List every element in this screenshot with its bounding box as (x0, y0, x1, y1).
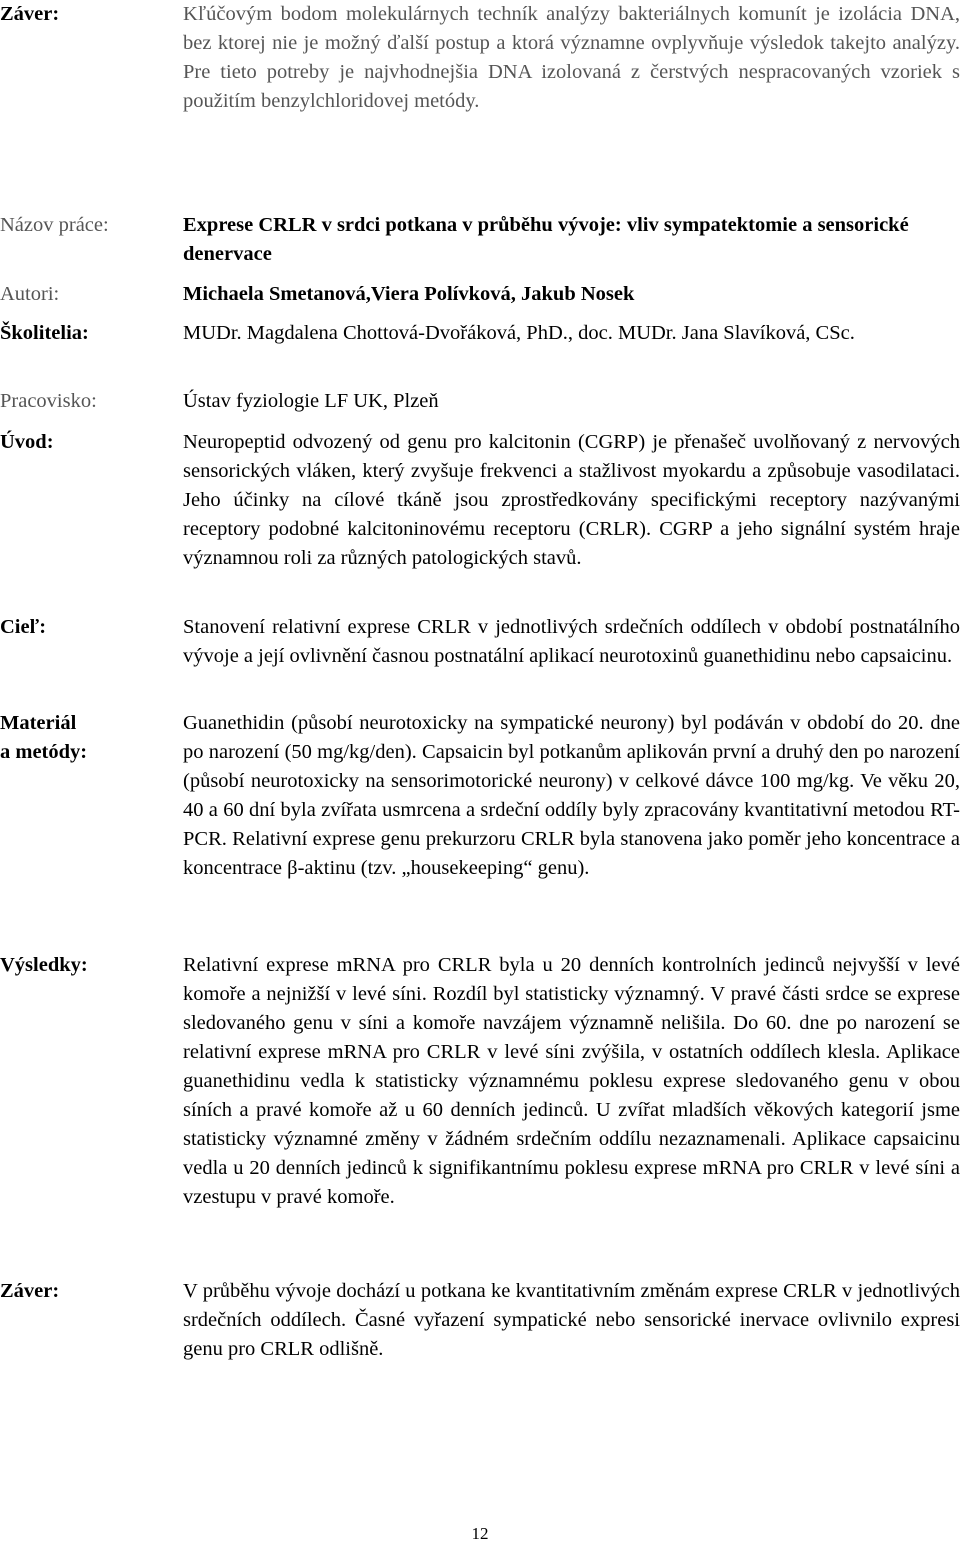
prev-conclusion-text: Kľúčovým bodom molekulárnych techník analýzy bakteriálnych komunít je izolácia DNA, bez ktorej nie je možný ďalší postup a ktorá významne ovplyvňuje výsledok takejto analýzy. Pre tieto potreby je najvhodnejšia DNA izolovaná z čerstvých nespracovaných vzoriek s použitím benzylchloridovej metódy. (183, 3, 960, 112)
aim-text: Stanovení relativní exprese CRLR v jednotlivých srdečních oddílech v období postnatálního vývoje a její ovlivnění časnou postnatální aplikací neurotoxinů guanethidinu nebo capsaicinu. (183, 616, 960, 667)
methods-text: Guanethidin (působí neurotoxicky na sympatické neurony) byl podáván v období do 20. dne po narození (50 mg/kg/den). Capsaicin byl potkanům aplikován první a druhý den po narození (působí neurotoxicky na sensorimotorické neurony) v celkové dávce 100 mg/kg. Ve věku 20, 40 a 60 dní byla zvířata usmrcena a srdeční oddíly byly zpracovány kvantitativní metodou RT-PCR. Relativní exprese genu prekurzoru CRLR byla stanovena jako poměr jeho koncentrace a koncentrace β-aktinu (tzv. „housekeeping“ genu). (183, 712, 960, 879)
abstract-title: Exprese CRLR v srdci potkana v průběhu vývoje: vliv sympatektomie a sensorické denervace (183, 214, 909, 265)
results-label: Výsledky: (0, 954, 88, 976)
workplace-label: Pracovisko: (0, 390, 97, 412)
authors: Michaela Smetanová,Viera Polívková, Jakub Nosek (183, 283, 635, 305)
workplace: Ústav fyziologie LF UK, Plzeň (183, 390, 439, 412)
supervisors: MUDr. Magdalena Chottová-Dvořáková, PhD., doc. MUDr. Jana Slavíková, CSc. (183, 322, 855, 344)
results-text: Relativní exprese mRNA pro CRLR byla u 20 denních kontrolních jedinců nejvyšší v levé komoře a nejnižší v levé síni. Rozdíl byl statisticky významný. V pravé části srdce se exprese sledovaného genu v síni a komoře navzájem významně nelišila. Do 60. dne po narození se relativní exprese mRNA pro CRLR v levé síni zvýšila, v ostatních oddílech klesla. Aplikace guanethidinu vedla k statisticky významnému poklesu exprese sledovaného genu v obou síních a pravé komoře až u 60 denních jedinců. U zvířat mladších věkových kategorií jsme statisticky významné změny v žádném srdečním oddílu nezaznamenali. Aplikace capsaicinu vedla u 20 denních jedinců k signifikantnímu poklesu exprese mRNA pro CRLR v levé síni a vzestupu v pravé komoře. (183, 954, 960, 1208)
methods-label-line2: a metódy: (0, 741, 88, 763)
aim-label: Cieľ: (0, 616, 47, 638)
conclusion-label: Záver: (0, 1280, 60, 1302)
methods-label-line1: Materiál (0, 712, 77, 734)
supervisors-label: Školitelia: (0, 322, 89, 344)
title-label: Názov práce: (0, 214, 109, 236)
conclusion-text: V průběhu vývoje dochází u potkana ke kvantitativním změnám exprese CRLR v jednotlivých srdečních oddílech. Časné vyřazení sympatické nebo sensorické inervace ovlivnilo expresi genu pro CRLR odlišně. (183, 1280, 960, 1360)
methods-label (0, 709, 87, 767)
intro-label: Úvod: (0, 431, 54, 453)
intro-text: Neuropeptid odvozený od genu pro kalcitonin (CGRP) je přenašeč uvolňovaný z nervových sensorických vláken, který zvyšuje frekvenci a stažlivost myokardu a způsobuje vasodilataci. Jeho účinky na cílové tkáně jsou zprostředkovány specifickými receptory nazývanými receptory podobné kalcitoninovému receptoru (CRLR). CGRP a jeho signální systém hraje významnou roli za různých patologických stavů. (183, 431, 960, 569)
authors-label: Autori: (0, 283, 60, 305)
page-number: 12 (471, 1524, 489, 1543)
prev-conclusion-label: Záver: (0, 3, 60, 25)
